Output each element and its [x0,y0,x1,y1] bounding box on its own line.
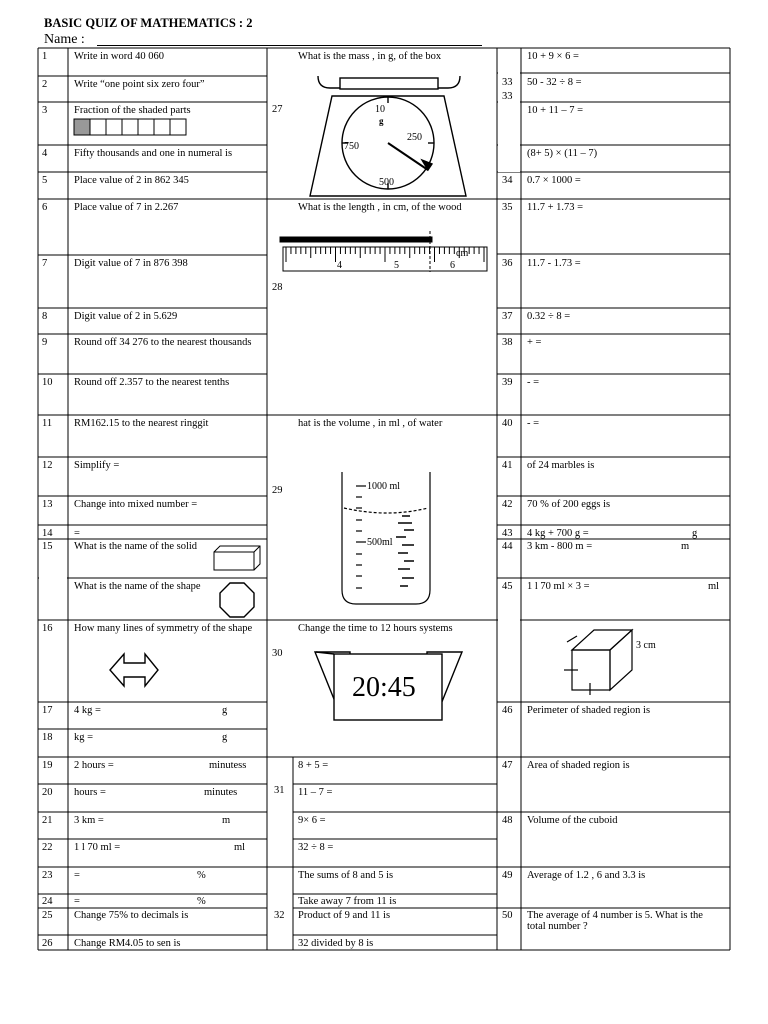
question-number: 5 [42,175,48,186]
unit-label: g [222,732,228,743]
question-number: 3 [42,105,48,116]
question-text: Round off 2.357 to the nearest tenths [74,377,230,388]
question-number: 29 [272,485,283,496]
question-text: Area of shaded region is [527,760,630,771]
question-text: Digit value of 2 in 5.629 [74,311,178,322]
question-number: 33 [502,91,513,102]
ruler-tick-6: 6 [450,260,455,271]
question-number: 7 [42,258,48,269]
question-text: of 24 marbles is [527,460,595,471]
question-text: Change RM4.05 to sen is [74,938,181,949]
question-number: 1 [42,51,48,62]
question-number: 22 [42,842,53,853]
question-text: 0.32 ÷ 8 = [527,311,571,322]
question-number: 48 [502,815,513,826]
question-number: 42 [502,499,513,510]
question-number: 43 [502,528,513,539]
question-number: 44 [502,541,513,552]
question-number: 8 [42,311,48,322]
unit-label: g [692,528,698,539]
question-number: 11 [42,418,53,429]
question-number: 45 [502,581,513,592]
question-text: RM162.15 to the nearest ringgit [74,418,209,429]
question-number: 47 [502,760,513,771]
question-text: Product of 9 and 11 is [298,910,391,921]
question-text: Average of 1.2 , 6 and 3.3 is [527,870,646,881]
question-text: 8 + 5 = [298,760,329,771]
question-text: 9× 6 = [298,815,326,826]
unit-label: m [222,815,231,826]
ruler-tick-4: 4 [337,260,342,271]
question-text: = [74,870,80,881]
unit-label: m [681,541,690,552]
question-number: 15 [42,541,53,552]
question-text: Change 75% to decimals is [74,910,189,921]
scale-label-750: 750 [344,141,359,152]
question-text: 10 + 11 – 7 = [527,105,584,116]
question-text: The average of 4 number is 5. What is the total number ? [527,910,703,932]
question-number: 2 [42,79,48,90]
question-text: What is the mass , in g, of the box [298,51,442,62]
question-number: 19 [42,760,53,771]
unit-label: minutess [209,760,247,771]
octagon-icon [220,583,254,617]
question-text: = [74,528,80,539]
name-label: Name : [44,32,85,47]
question-text: (8+ 5) × (11 – 7) [527,148,598,159]
question-text: 4 kg = [74,705,101,716]
question-number: 34 [502,175,513,186]
unit-label: g [222,705,228,716]
question-text: 32 ÷ 8 = [298,842,334,853]
question-text: 1 l 70 ml × 3 = [527,581,590,592]
question-text: Change the time to 12 hours systems [298,623,453,634]
question-text: 3 km = [74,815,104,826]
question-text: 11.7 - 1.73 = [527,258,581,269]
question-text: Write in word 40 060 [74,51,164,62]
question-number: 39 [502,377,513,388]
question-number: 6 [42,202,48,213]
question-text: Take away 7 from 11 is [298,896,397,907]
question-number: 24 [42,896,53,907]
question-text: 50 - 32 ÷ 8 = [527,77,582,88]
question-number: 4 [42,148,48,159]
beaker-label-1000: 1000 ml [367,481,401,492]
question-text: Volume of the cuboid [527,815,618,826]
unit-label: ml [234,842,246,853]
question-text: 3 km - 800 m = [527,541,593,552]
question-text: 11.7 + 1.73 = [527,202,584,213]
question-text: What is the length , in cm, of the wood [298,202,462,213]
question-number: 16 [42,623,53,634]
question-text: 32 divided by 8 is [298,938,374,949]
question-number: 17 [42,705,53,716]
question-number: 14 [42,528,53,539]
question-number: 50 [502,910,513,921]
question-text: 2 hours = [74,760,114,771]
question-number: 10 [42,377,53,388]
ruler-unit: cm [456,248,469,259]
question-text: 10 + 9 × 6 = [527,51,579,62]
question-number: 35 [502,202,513,213]
unit-label: % [197,896,206,907]
question-number: 46 [502,705,513,716]
ruler-tick-5: 5 [394,260,399,271]
question-text: 0.7 × 1000 = [527,175,581,186]
double-arrow-icon [110,654,158,686]
question-number: 23 [42,870,53,881]
question-number: 25 [42,910,53,921]
question-number: 40 [502,418,513,429]
question-number: 12 [42,460,53,471]
question-text: = [74,896,80,907]
unit-label: minutes [204,787,238,798]
question-number: 30 [272,648,283,659]
scale-unit: g [379,116,384,126]
fraction-bar [74,119,186,135]
question-text: Fifty thousands and one in numeral is [74,148,233,159]
question-text: hours = [74,787,106,798]
scale-label-500: 500 [379,177,394,188]
question-number: 49 [502,870,513,881]
unit-label: % [197,870,206,881]
clock-time: 20:45 [352,672,416,703]
question-text: Fraction of the shaded parts [74,105,191,116]
question-number: 38 [502,337,513,348]
question-number: 27 [272,104,283,115]
question-text: hat is the volume , in ml , of water [298,418,443,429]
cube-icon [564,630,632,695]
scale-label-250: 250 [407,132,422,143]
question-text: What is the name of the shape [74,581,201,592]
question-text: kg = [74,732,94,743]
question-text: Digit value of 7 in 876 398 [74,258,188,269]
question-number: 13 [42,499,53,510]
question-text: 4 kg + 700 g = [527,528,589,539]
question-number: 31 [274,785,285,796]
question-number: 28 [272,282,283,293]
question-number: 32 [274,910,285,921]
question-text: - = [527,377,540,388]
question-number: 20 [42,787,53,798]
question-number: 33 [502,77,513,88]
beaker-label-500: 500ml [367,537,393,548]
cube-label: 3 cm [636,640,656,651]
question-text: Write “one point six zero four” [74,79,205,90]
question-number: 37 [502,311,513,322]
question-text: Simplify = [74,460,120,471]
question-text: + = [527,337,542,348]
page-title: BASIC QUIZ OF MATHEMATICS : 2 [44,16,253,30]
question-text: 11 – 7 = [298,787,333,798]
question-number: 9 [42,337,48,348]
question-text: 1 l 70 ml = [74,842,121,853]
question-text: 70 % of 200 eggs is [527,499,611,510]
question-text: What is the name of the solid [74,541,198,552]
question-text: Perimeter of shaded region is [527,705,651,716]
question-text: How many lines of symmetry of the shape [74,623,253,634]
question-text: Place value of 7 in 2.267 [74,202,179,213]
question-number: 21 [42,815,53,826]
scale-label-10: 10 [375,104,385,115]
question-text: Place value of 2 in 862 345 [74,175,189,186]
unit-label: ml [708,581,720,592]
question-text: Round off 34 276 to the nearest thousands [74,337,252,348]
question-text: The sums of 8 and 5 is [298,870,394,881]
question-number: 36 [502,258,513,269]
question-number: 18 [42,732,53,743]
question-text: Change into mixed number = [74,499,198,510]
question-text: - = [527,418,540,429]
cuboid-icon [214,546,260,570]
question-number: 41 [502,460,513,471]
question-number: 26 [42,938,53,949]
